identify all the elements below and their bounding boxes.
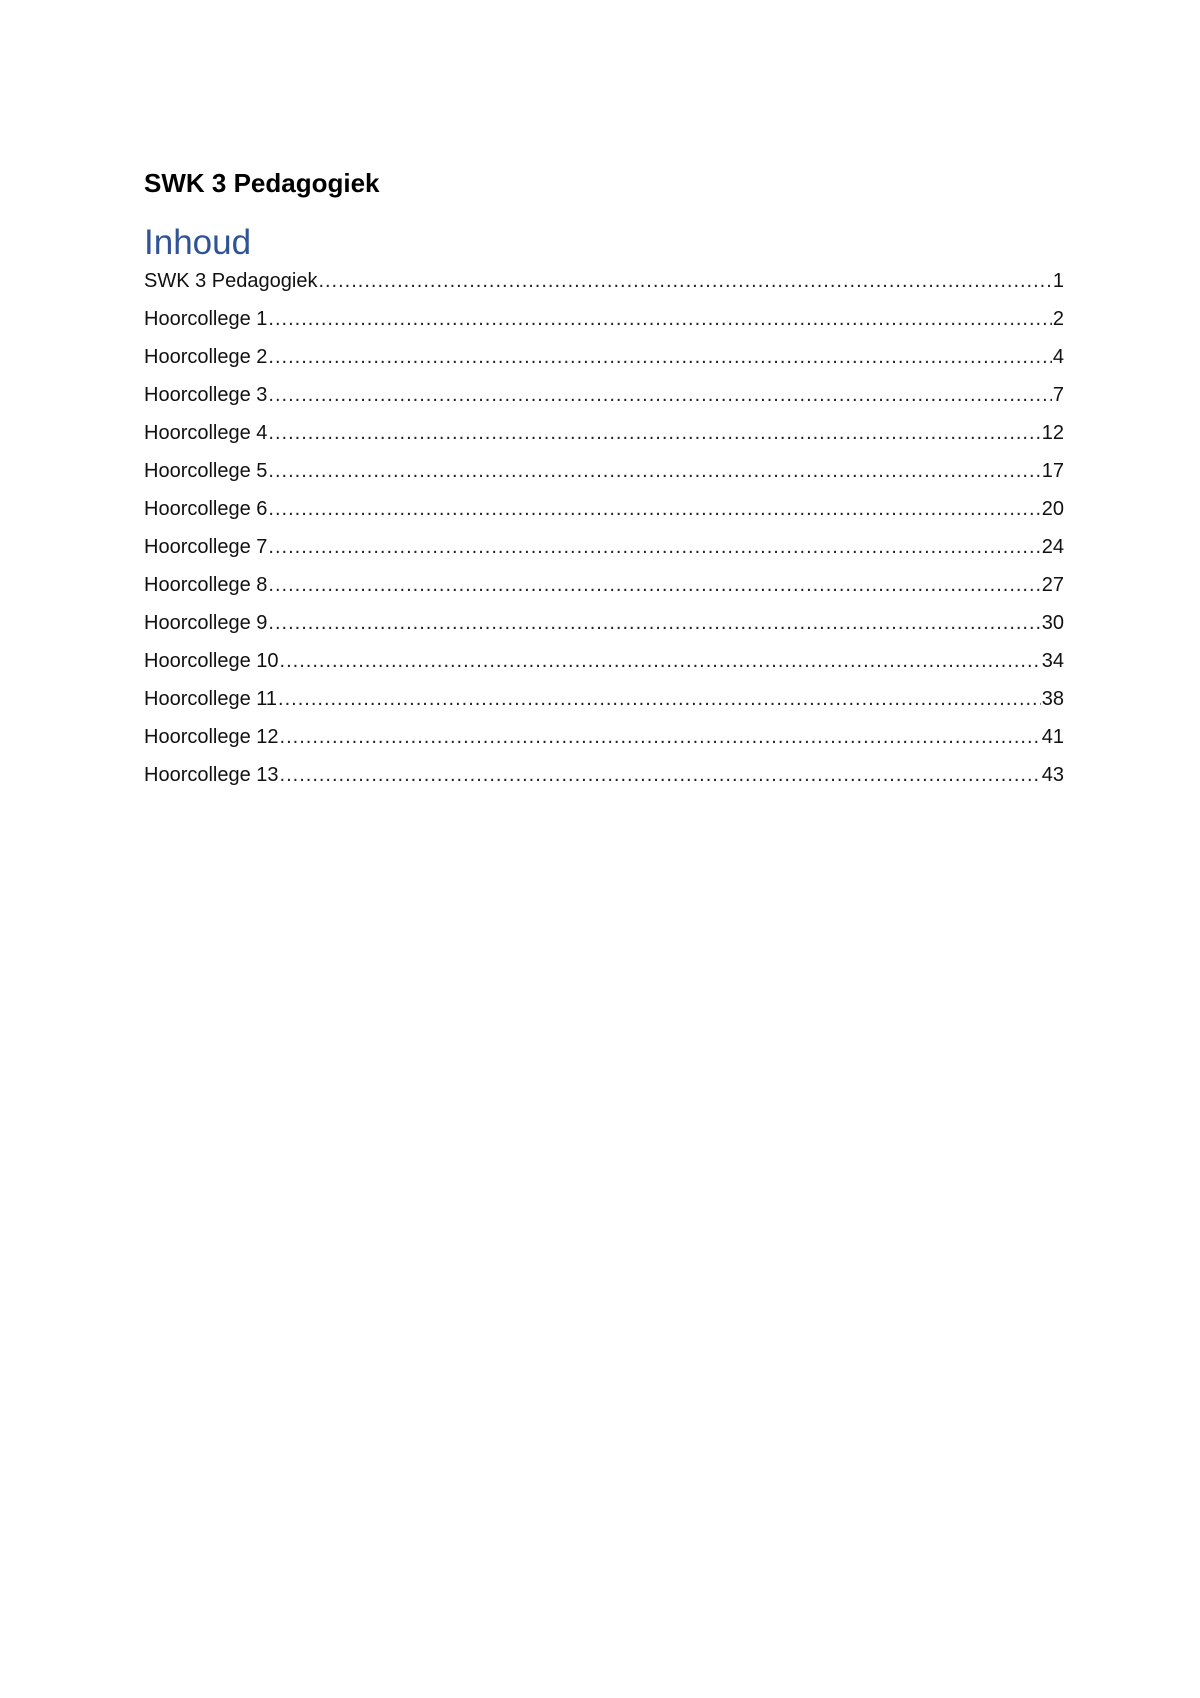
- toc-entry-page-number: 43: [1041, 764, 1064, 786]
- toc-entry-page-number: 12: [1041, 422, 1064, 444]
- toc-entry[interactable]: [144, 570, 1064, 608]
- toc-dot-leader: [268, 418, 1040, 448]
- toc-entry-page-number: 27: [1041, 574, 1064, 596]
- toc-entry-label: Hoorcollege 13: [144, 764, 279, 786]
- toc-entry[interactable]: [144, 684, 1064, 722]
- toc-entry-page-number: 4: [1052, 346, 1064, 368]
- toc-entry-label: Hoorcollege 8: [144, 574, 268, 596]
- toc-entry[interactable]: [144, 418, 1064, 456]
- toc-dot-leader: [280, 760, 1041, 790]
- toc-entry-label: Hoorcollege 7: [144, 536, 268, 558]
- toc-entry[interactable]: [144, 304, 1064, 342]
- toc-entry-label: Hoorcollege 5: [144, 460, 268, 482]
- toc-dot-leader: [280, 722, 1041, 752]
- toc-entry-label: Hoorcollege 11: [144, 688, 278, 710]
- toc-entry[interactable]: [144, 380, 1064, 418]
- toc-dot-leader: [268, 456, 1040, 486]
- toc-entry-page-number: 7: [1052, 384, 1064, 406]
- toc-dot-leader: [268, 608, 1040, 638]
- toc-dot-leader: [268, 304, 1051, 334]
- toc-dot-leader: [268, 494, 1040, 524]
- toc-entry-page-number: 17: [1041, 460, 1064, 482]
- toc-entry-page-number: 24: [1041, 536, 1064, 558]
- toc-entry[interactable]: [144, 722, 1064, 760]
- toc-entry-label: Hoorcollege 2: [144, 346, 268, 368]
- toc-entry-page-number: 34: [1041, 650, 1064, 672]
- document-page: [144, 0, 1064, 1698]
- toc-entry[interactable]: [144, 494, 1064, 532]
- toc-entry[interactable]: [144, 608, 1064, 646]
- document-title: SWK 3 Pedagogiek: [144, 168, 380, 198]
- toc-dot-leader: [268, 532, 1040, 562]
- toc-dot-leader: [278, 684, 1041, 714]
- toc-entry-page-number: 1: [1052, 270, 1064, 292]
- toc-dot-leader: [268, 380, 1051, 410]
- toc-entry[interactable]: [144, 342, 1064, 380]
- toc-dot-leader: [318, 266, 1051, 296]
- toc-dot-leader: [268, 570, 1040, 600]
- toc-entry-page-number: 20: [1041, 498, 1064, 520]
- toc-entry[interactable]: [144, 646, 1064, 684]
- toc-entry-label: Hoorcollege 3: [144, 384, 268, 406]
- toc-entry-label: Hoorcollege 10: [144, 650, 279, 672]
- toc-entry-page-number: 41: [1041, 726, 1064, 748]
- toc-entry-label: Hoorcollege 12: [144, 726, 279, 748]
- toc-entry[interactable]: [144, 760, 1064, 798]
- table-of-contents: [144, 266, 1064, 798]
- toc-entry-page-number: 38: [1041, 688, 1064, 710]
- toc-entry[interactable]: [144, 266, 1064, 304]
- toc-entry-label: Hoorcollege 1: [144, 308, 268, 330]
- toc-entry-label: Hoorcollege 6: [144, 498, 268, 520]
- toc-entry[interactable]: [144, 532, 1064, 570]
- toc-heading: Inhoud: [144, 223, 252, 262]
- toc-dot-leader: [268, 342, 1051, 372]
- toc-entry-page-number: 30: [1041, 612, 1064, 634]
- toc-entry[interactable]: [144, 456, 1064, 494]
- toc-entry-label: SWK 3 Pedagogiek: [144, 270, 318, 292]
- toc-entry-page-number: 2: [1052, 308, 1064, 330]
- toc-dot-leader: [280, 646, 1041, 676]
- toc-entry-label: Hoorcollege 9: [144, 612, 268, 634]
- toc-entry-label: Hoorcollege 4: [144, 422, 268, 444]
